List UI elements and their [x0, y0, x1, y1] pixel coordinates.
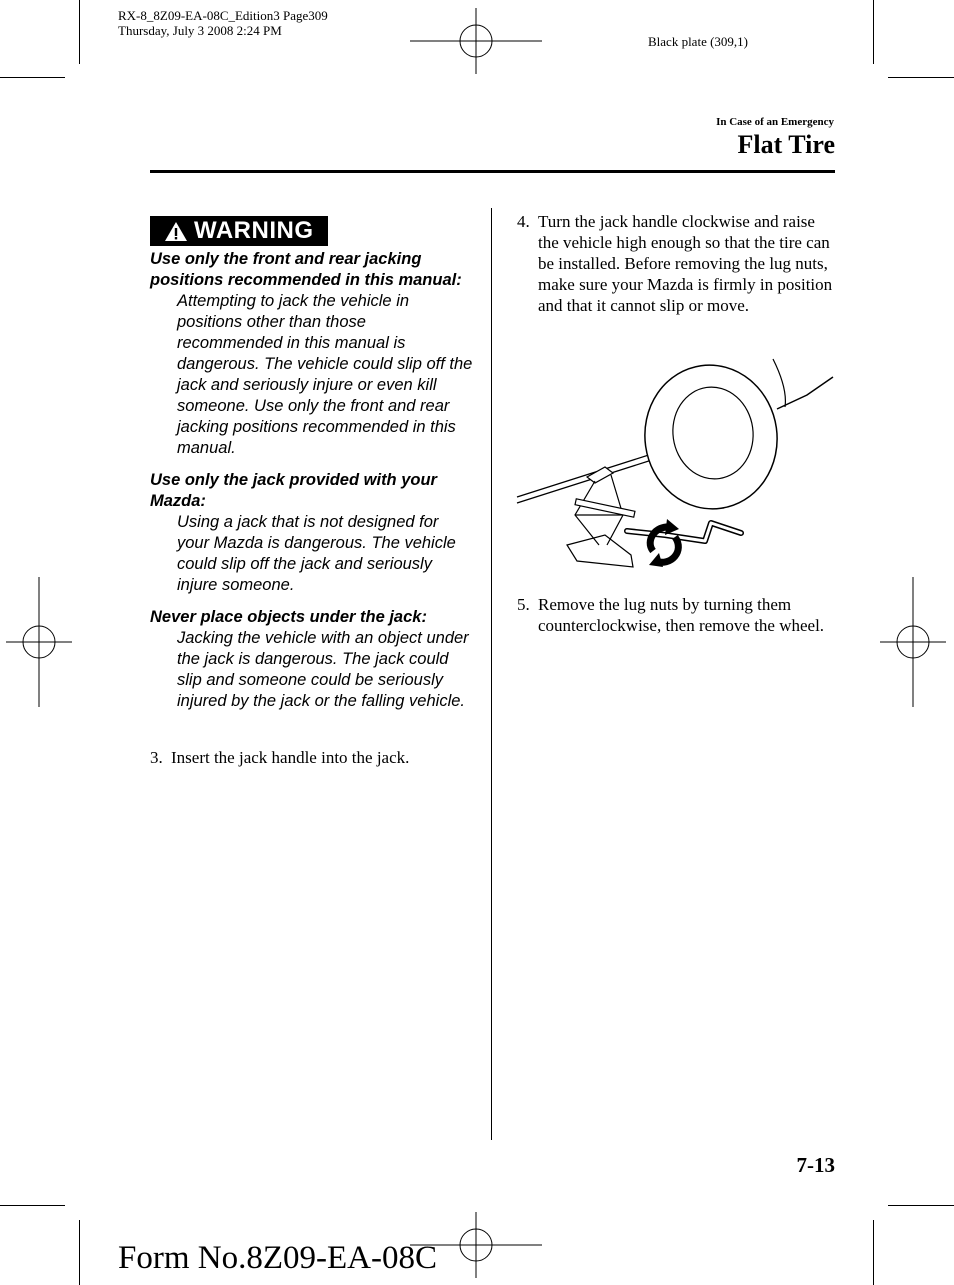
clockwise-arrow-icon	[649, 519, 679, 567]
step-number: 3.	[150, 748, 163, 767]
crop-mark	[0, 1205, 65, 1206]
page-number: 7-13	[796, 1153, 835, 1177]
jack-illustration	[515, 355, 835, 575]
warning-item	[150, 470, 475, 596]
section-label: In Case of an Emergency	[716, 116, 834, 128]
registration-mark-left	[6, 577, 72, 707]
crop-mark	[0, 77, 65, 78]
tire-shape	[636, 357, 787, 518]
step-text: Remove the lug nuts by turning them counterclockwise, then remove the wheel.	[538, 595, 825, 635]
step-item	[517, 594, 835, 636]
crop-mark	[888, 1205, 954, 1206]
page-title: Flat Tire	[737, 130, 835, 159]
crop-mark	[79, 0, 80, 64]
warning-heading: Use only the front and rear jacking positions recommended in this manual:	[150, 250, 462, 289]
warning-body: Jacking the vehicle with an object under the jack is dangerous. The jack could slip and someone could be seriously injured by the jack or the falling vehicle.	[177, 629, 469, 710]
crop-mark	[888, 77, 954, 78]
warning-item	[150, 607, 475, 712]
step-item	[150, 747, 470, 768]
warning-heading: Use only the jack provided with your Mazda:	[150, 471, 437, 510]
crop-mark	[79, 1220, 80, 1285]
column-divider	[491, 208, 492, 1140]
print-meta-line: RX-8_8Z09-EA-08C_Edition3 Page309	[118, 8, 328, 23]
jack-shape	[567, 467, 635, 567]
warning-banner	[150, 216, 328, 246]
print-meta	[118, 8, 328, 38]
crop-mark	[873, 1220, 874, 1285]
registration-mark-top	[410, 8, 542, 74]
plate-label: Black plate (309,1)	[648, 34, 748, 49]
form-number: Form No.8Z09-EA-08C	[118, 1240, 437, 1276]
step-number: 5.	[517, 595, 530, 614]
step-number: 4.	[517, 212, 530, 231]
warning-item	[150, 249, 475, 459]
title-rule	[150, 170, 835, 173]
print-meta-line: Thursday, July 3 2008 2:24 PM	[118, 23, 282, 38]
step-text: Insert the jack handle into the jack.	[171, 748, 410, 767]
registration-mark-right	[880, 577, 946, 707]
warning-body: Attempting to jack the vehicle in positions other than those recommended in this manual is dangerous. The vehicle could slip off the jack and seriously injure or even kill someone. Use only the front and rear jacking positions recommended in this manual.	[177, 292, 473, 457]
crop-mark	[873, 0, 874, 64]
step-item	[517, 211, 835, 316]
warning-label: WARNING	[194, 217, 314, 244]
warning-heading: Never place objects under the jack:	[150, 608, 427, 626]
warning-body: Using a jack that is not designed for your Mazda is dangerous. The vehicle could slip off the jack and seriously injure someone.	[177, 513, 456, 594]
step-text: Turn the jack handle clockwise and raise the vehicle high enough so that the tire can be installed. Before removing the lug nuts, make sure your Mazda is firmly in position and that it cannot slip or move.	[538, 212, 833, 315]
warning-triangle-icon	[164, 221, 188, 242]
